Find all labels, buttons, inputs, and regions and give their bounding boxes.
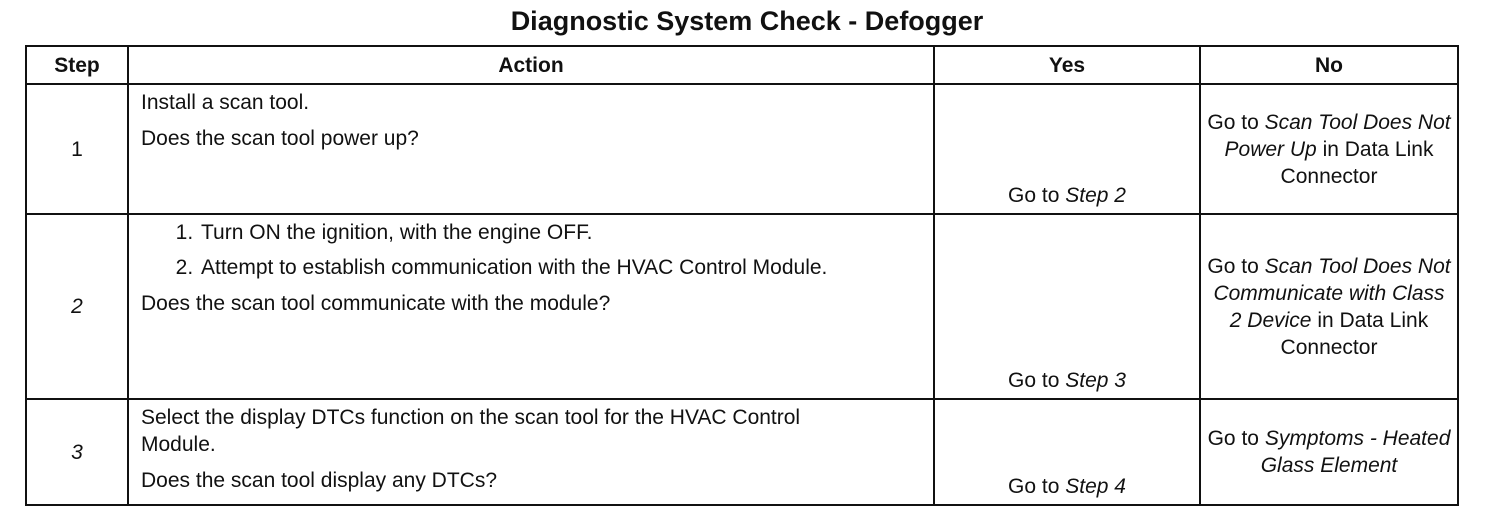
diagnostic-table (25, 45, 1459, 506)
step-number: 2 (26, 214, 128, 399)
no-suffix: in Data Link (1317, 308, 1429, 332)
yes-step-link[interactable]: Step 4 (1065, 475, 1126, 498)
header-step: Step (26, 46, 128, 84)
yes-cell (934, 84, 1200, 214)
action-cell (128, 214, 934, 399)
no-suffix: in Data Link (1322, 137, 1434, 161)
yes-step-link[interactable]: Step 2 (1065, 184, 1126, 207)
header-action: Action (128, 46, 934, 84)
yes-cell (934, 399, 1200, 505)
header-yes: Yes (934, 46, 1200, 84)
action-cell (128, 84, 934, 214)
no-cell (1200, 399, 1458, 505)
table-row (26, 84, 1458, 214)
yes-step-link[interactable]: Step 3 (1065, 369, 1126, 392)
no-reference-link[interactable]: Scan Tool Does Not Communicate with Class 2 Device (1213, 254, 1451, 332)
header-no: No (1200, 46, 1458, 84)
step-number: 3 (26, 399, 128, 505)
action-steps-list (141, 219, 923, 281)
action-cell (128, 399, 934, 505)
no-extra: Connector (1280, 164, 1378, 188)
action-instruction: Install a scan tool. (141, 91, 310, 114)
no-extra: Connector (1280, 335, 1378, 359)
table-row (26, 214, 1458, 399)
yes-prefix: Go to (1008, 184, 1060, 207)
no-reference-link[interactable]: Symptoms - Heated Glass Element (1260, 427, 1451, 477)
action-question: Does the scan tool communicate with the module? (141, 292, 611, 315)
no-cell (1200, 214, 1458, 399)
yes-prefix: Go to (1008, 369, 1060, 392)
action-step-item: 1. Turn ON the ignition, with the engine OFF. (199, 219, 923, 246)
page-title: Diagnostic System Check - Defogger (510, 6, 984, 36)
action-question: Does the scan tool power up? (141, 127, 419, 150)
table-row (26, 399, 1458, 505)
action-instruction: Select the display DTCs function on the scan tool for the HVAC Control Module. (141, 406, 801, 456)
step-number: 1 (26, 84, 128, 214)
table-header-row (26, 46, 1458, 84)
yes-prefix: Go to (1008, 475, 1060, 498)
yes-cell (934, 214, 1200, 399)
action-question: Does the scan tool display any DTCs? (141, 469, 498, 492)
no-prefix: Go to (1207, 254, 1259, 278)
action-step-item: 2. Attempt to establish communication with the HVAC Control Module. (199, 254, 923, 281)
no-reference-link[interactable]: Scan Tool Does Not Power Up (1224, 110, 1451, 161)
no-prefix: Go to (1207, 110, 1259, 134)
no-cell (1200, 84, 1458, 214)
no-prefix: Go to (1207, 427, 1259, 450)
